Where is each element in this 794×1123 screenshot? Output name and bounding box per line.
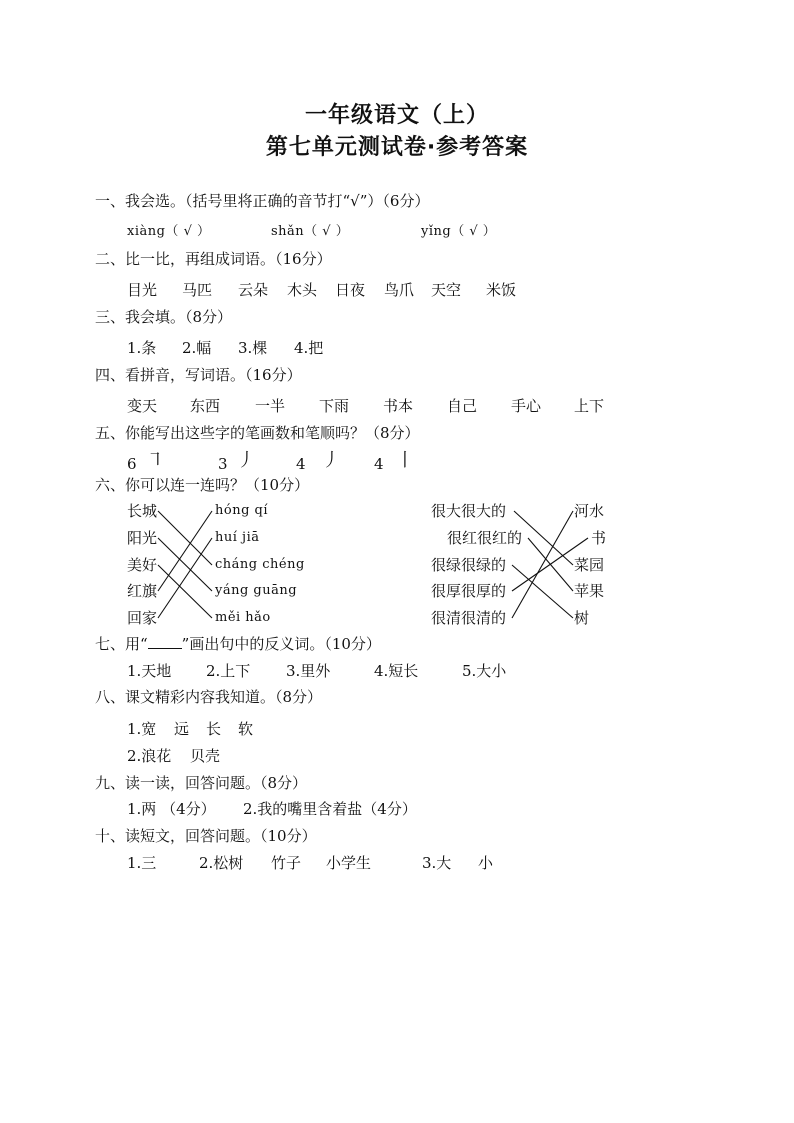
- s5-count-3: 4: [296, 455, 306, 473]
- s7-answer-2: 2.上下: [206, 662, 251, 680]
- title-line-1: 一年级语文（上）: [304, 103, 489, 128]
- s1-answer-3: yǐng（ √ ）: [421, 224, 497, 239]
- s8-line2-2: 贝壳: [190, 747, 221, 765]
- s6-right-word-2: 书: [591, 529, 607, 547]
- section-10-heading: 十、读短文，回答问题。（10分）: [95, 827, 317, 845]
- section-9-heading: 九、读一读，回答问题。（8分）: [95, 774, 308, 792]
- s4-word-5: 书本: [383, 397, 414, 415]
- s8-line1-1: 1.宽: [127, 720, 157, 738]
- section-1-heading: 一、我会选。（括号里将正确的音节打“√”）（6分）: [95, 192, 430, 210]
- s8-line1-4: 软: [238, 720, 254, 738]
- s2-word-2: 马匹: [182, 281, 213, 299]
- s6-pinyin-1: hóng qí: [215, 503, 269, 518]
- s6-left-word-1: 长城: [127, 502, 158, 520]
- s2-word-8: 米饭: [486, 281, 517, 299]
- s10-answer-1: 1.三: [127, 854, 157, 872]
- s10-answer-2b: 竹子: [271, 854, 302, 872]
- s2-word-6: 鸟爪: [384, 281, 415, 299]
- s6-right-word-5: 树: [574, 609, 590, 627]
- s5-stroke-2: 丿: [237, 450, 255, 471]
- s9-answer-2: 2.我的嘴里含着盐（4分）: [243, 800, 417, 818]
- s7-answer-4: 4.短长: [374, 662, 419, 680]
- match-line-7: [528, 538, 573, 591]
- s2-word-5: 日夜: [335, 281, 366, 299]
- s7-heading-prefix: 七、用“: [95, 635, 148, 653]
- underline-blank: [148, 636, 182, 649]
- s6-left-word-5: 回家: [127, 609, 158, 627]
- section-2-heading: 二、比一比，再组成词语。（16分）: [95, 250, 332, 268]
- s10-answer-2c: 小学生: [326, 854, 372, 872]
- section-3-heading: 三、我会填。（8分）: [95, 308, 233, 326]
- s6-phrase-5: 很清很清的: [431, 609, 507, 627]
- s2-word-7: 天空: [431, 281, 462, 299]
- s4-word-8: 上下: [574, 397, 605, 415]
- title-line-2: 第七单元测试卷·参考答案: [265, 135, 529, 160]
- s8-line1-3: 长: [206, 720, 222, 738]
- s5-stroke-1: ㇕: [146, 450, 164, 471]
- match-line-2: [158, 538, 212, 591]
- s7-answer-5: 5.大小: [462, 662, 507, 680]
- s3-answer-4: 4.把: [294, 339, 324, 357]
- s10-answer-3a: 3.大: [422, 854, 452, 872]
- s2-word-4: 木头: [287, 281, 318, 299]
- s6-pinyin-4: yáng guāng: [215, 583, 298, 598]
- s6-left-word-2: 阳光: [127, 529, 158, 547]
- s6-pinyin-3: cháng chéng: [215, 557, 305, 572]
- match-line-5: [158, 538, 212, 618]
- s5-stroke-3: 丿: [322, 450, 340, 471]
- s4-word-6: 自己: [447, 397, 478, 415]
- s4-word-4: 下雨: [319, 397, 350, 415]
- s6-right-word-3: 菜园: [574, 556, 605, 574]
- match-line-8: [512, 565, 573, 618]
- section-8-heading: 八、课文精彩内容我知道。（8分）: [95, 688, 323, 706]
- s7-heading-suffix: ”画出句中的反义词。（10分）: [181, 635, 381, 653]
- s6-phrase-1: 很大很大的: [431, 502, 507, 520]
- s10-answer-2a: 2.松树: [199, 854, 244, 872]
- s6-right-word-4: 苹果: [574, 582, 605, 600]
- section-7-heading: [95, 634, 381, 654]
- s7-answer-1: 1.天地: [127, 662, 172, 680]
- s6-left-word-4: 红旗: [127, 582, 158, 600]
- s2-word-1: 目光: [127, 281, 158, 299]
- s8-line2-1: 2.浪花: [127, 747, 172, 765]
- match-line-3: [158, 565, 212, 618]
- section-6-heading: 六、你可以连一连吗？（10分）: [95, 476, 310, 494]
- s4-word-7: 手心: [511, 397, 542, 415]
- s6-phrase-3: 很绿很绿的: [431, 556, 507, 574]
- s1-answer-2: shǎn（ √ ）: [271, 224, 350, 239]
- s9-answer-1: 1.两 （4分）: [127, 800, 216, 818]
- s6-pinyin-5: měi hǎo: [215, 610, 271, 625]
- section-5-heading: 五、你能写出这些字的笔画数和笔顺吗？（8分）: [95, 424, 420, 442]
- s6-left-word-3: 美好: [127, 556, 158, 574]
- s3-answer-2: 2.幅: [182, 339, 212, 357]
- s5-count-2: 3: [218, 455, 228, 473]
- s2-word-3: 云朵: [238, 281, 269, 299]
- s4-word-1: 变天: [127, 397, 158, 415]
- s3-answer-1: 1.条: [127, 339, 157, 357]
- s5-stroke-4: 丨: [396, 450, 414, 471]
- s6-phrase-4: 很厚很厚的: [431, 582, 507, 600]
- s3-answer-3: 3.棵: [238, 339, 268, 357]
- s8-line1-2: 远: [174, 720, 190, 738]
- section-4-heading: 四、看拼音，写词语。（16分）: [95, 366, 302, 384]
- s5-count-1: 6: [127, 455, 137, 473]
- s6-pinyin-2: huí jiā: [215, 530, 260, 545]
- match-line-1: [158, 511, 212, 565]
- s5-count-4: 4: [374, 455, 384, 473]
- match-line-4: [158, 511, 212, 591]
- s6-right-word-1: 河水: [574, 502, 605, 520]
- match-line-6: [514, 511, 573, 565]
- s4-word-3: 一半: [255, 397, 286, 415]
- s10-answer-3b: 小: [478, 854, 494, 872]
- s7-answer-3: 3.里外: [286, 662, 331, 680]
- s4-word-2: 东西: [190, 397, 221, 415]
- s1-answer-1: xiàng（ √ ）: [127, 224, 211, 239]
- s6-phrase-2: 很红很红的: [447, 529, 523, 547]
